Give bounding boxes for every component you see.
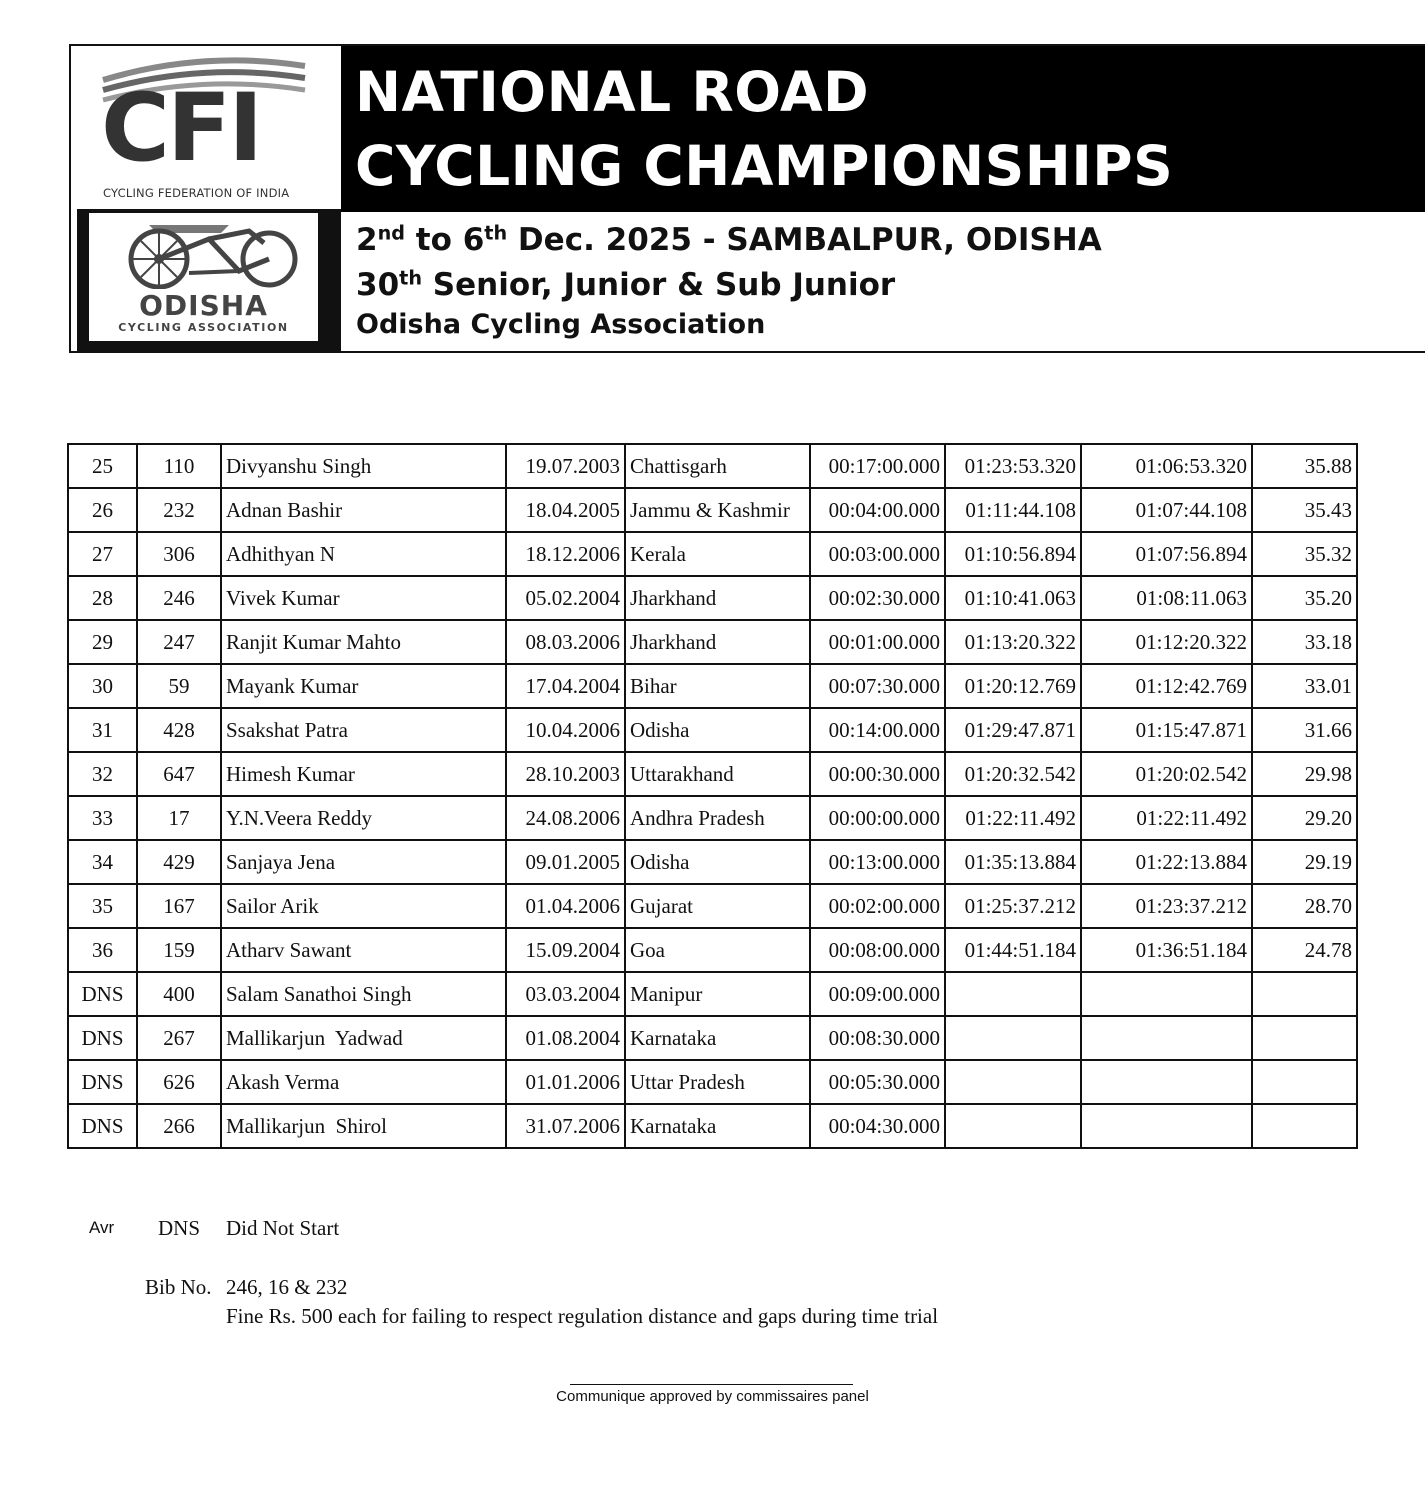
note-label: Bib No.: [145, 1275, 212, 1299]
team-cell: Andhra Pradesh: [625, 796, 810, 840]
event-title-line2: CYCLING CHAMPIONSHIPS: [355, 134, 1174, 198]
signature-caption: Communique approved by commissaires panel: [556, 1388, 869, 1405]
rider-name-cell: Mayank Kumar: [221, 664, 506, 708]
avg-speed-cell: 29.19: [1252, 840, 1357, 884]
race-time-cell: 01:36:51.184: [1081, 928, 1252, 972]
finish-time-cell: 01:23:53.320: [945, 444, 1081, 488]
bib-cell: 429: [137, 840, 221, 884]
avg-speed-cell: 29.20: [1252, 796, 1357, 840]
table-row: [68, 884, 1357, 928]
avg-speed-cell: 35.88: [1252, 444, 1357, 488]
oca-logo-frame: [77, 209, 343, 353]
team-cell: Chattisgarh: [625, 444, 810, 488]
start-time-cell: 00:00:30.000: [810, 752, 945, 796]
oca-logo: [89, 213, 318, 341]
event-edition: 30th Senior, Junior & Sub Junior: [356, 266, 896, 303]
avg-speed-cell: [1252, 972, 1357, 1016]
rank-cell: DNS: [68, 1016, 137, 1060]
rider-name-cell: Vivek Kumar: [221, 576, 506, 620]
rider-name-cell: Ranjit Kumar Mahto: [221, 620, 506, 664]
oca-logo-caption: CYCLING ASSOCIATION: [118, 321, 289, 334]
bib-cell: 247: [137, 620, 221, 664]
rank-cell: DNS: [68, 1104, 137, 1148]
table-row: [68, 752, 1357, 796]
race-time-cell: 01:07:56.894: [1081, 532, 1252, 576]
results-table: [67, 443, 1358, 1149]
dob-cell: 18.04.2005: [506, 488, 625, 532]
bib-cell: 167: [137, 884, 221, 928]
note-text: Fine Rs. 500 each for failing to respect regulation distance and gaps during time trial: [226, 1304, 939, 1328]
dob-cell: 28.10.2003: [506, 752, 625, 796]
dob-cell: 10.04.2006: [506, 708, 625, 752]
team-cell: Goa: [625, 928, 810, 972]
rider-name-cell: Mallikarjun Yadwad: [221, 1016, 506, 1060]
table-row: [68, 664, 1357, 708]
bib-cell: 59: [137, 664, 221, 708]
rider-name-cell: Adhithyan N: [221, 532, 506, 576]
dob-cell: 18.12.2006: [506, 532, 625, 576]
signature-line: [570, 1384, 853, 1385]
team-cell: Jharkhand: [625, 620, 810, 664]
rider-name-cell: Divyanshu Singh: [221, 444, 506, 488]
dob-cell: 15.09.2004: [506, 928, 625, 972]
rank-cell: 27: [68, 532, 137, 576]
avg-speed-cell: [1252, 1060, 1357, 1104]
rider-name-cell: Himesh Kumar: [221, 752, 506, 796]
finish-time-cell: [945, 1104, 1081, 1148]
finish-time-cell: 01:25:37.212: [945, 884, 1081, 928]
dob-cell: 08.03.2006: [506, 620, 625, 664]
race-time-cell: 01:23:37.212: [1081, 884, 1252, 928]
start-time-cell: 00:01:00.000: [810, 620, 945, 664]
table-row: [68, 928, 1357, 972]
bib-cell: 159: [137, 928, 221, 972]
table-row: [68, 1104, 1357, 1148]
dob-cell: 01.04.2006: [506, 884, 625, 928]
start-time-cell: 00:08:30.000: [810, 1016, 945, 1060]
avg-speed-cell: 33.01: [1252, 664, 1357, 708]
table-row: [68, 444, 1357, 488]
race-time-cell: [1081, 1104, 1252, 1148]
bicycle-icon: [89, 213, 318, 289]
finish-time-cell: 01:11:44.108: [945, 488, 1081, 532]
race-time-cell: [1081, 1016, 1252, 1060]
avg-speed-cell: 28.70: [1252, 884, 1357, 928]
finish-time-cell: 01:10:41.063: [945, 576, 1081, 620]
finish-time-cell: 01:35:13.884: [945, 840, 1081, 884]
finish-time-cell: 01:20:32.542: [945, 752, 1081, 796]
event-title-line1: NATIONAL ROAD: [355, 60, 870, 124]
rank-cell: 29: [68, 620, 137, 664]
dob-cell: 19.07.2003: [506, 444, 625, 488]
start-time-cell: 00:02:30.000: [810, 576, 945, 620]
oca-logo-name: ODISHA: [139, 289, 268, 322]
start-time-cell: 00:14:00.000: [810, 708, 945, 752]
results-table-body: [68, 444, 1357, 1148]
rider-name-cell: Sanjaya Jena: [221, 840, 506, 884]
race-time-cell: [1081, 1060, 1252, 1104]
rank-cell: DNS: [68, 972, 137, 1016]
race-time-cell: 01:08:11.063: [1081, 576, 1252, 620]
bib-cell: 267: [137, 1016, 221, 1060]
race-time-cell: 01:06:53.320: [1081, 444, 1252, 488]
event-header: [69, 44, 1425, 353]
team-cell: Karnataka: [625, 1104, 810, 1148]
race-time-cell: 01:07:44.108: [1081, 488, 1252, 532]
table-row: [68, 972, 1357, 1016]
rider-name-cell: Atharv Sawant: [221, 928, 506, 972]
team-cell: Uttarakhand: [625, 752, 810, 796]
cfi-logo-letters: CFI: [101, 74, 261, 183]
rank-cell: 28: [68, 576, 137, 620]
bib-cell: 17: [137, 796, 221, 840]
avg-speed-cell: 35.20: [1252, 576, 1357, 620]
avg-speed-cell: 33.18: [1252, 620, 1357, 664]
rank-cell: 32: [68, 752, 137, 796]
bib-cell: 428: [137, 708, 221, 752]
dob-cell: 01.01.2006: [506, 1060, 625, 1104]
rider-name-cell: Ssakshat Patra: [221, 708, 506, 752]
avg-speed-cell: 24.78: [1252, 928, 1357, 972]
start-time-cell: 00:09:00.000: [810, 972, 945, 1016]
team-cell: Gujarat: [625, 884, 810, 928]
race-time-cell: 01:15:47.871: [1081, 708, 1252, 752]
start-time-cell: 00:08:00.000: [810, 928, 945, 972]
team-cell: Jharkhand: [625, 576, 810, 620]
title-band: [341, 46, 1425, 212]
rank-cell: 26: [68, 488, 137, 532]
team-cell: Odisha: [625, 840, 810, 884]
finish-time-cell: 01:10:56.894: [945, 532, 1081, 576]
rider-name-cell: Mallikarjun Shirol: [221, 1104, 506, 1148]
avg-speed-cell: 31.66: [1252, 708, 1357, 752]
rider-name-cell: Sailor Arik: [221, 884, 506, 928]
rank-cell: 34: [68, 840, 137, 884]
avg-speed-cell: [1252, 1016, 1357, 1060]
rank-cell: 36: [68, 928, 137, 972]
table-row: [68, 796, 1357, 840]
race-time-cell: 01:20:02.542: [1081, 752, 1252, 796]
rider-name-cell: Adnan Bashir: [221, 488, 506, 532]
rank-cell: 30: [68, 664, 137, 708]
race-time-cell: 01:22:13.884: [1081, 840, 1252, 884]
bib-cell: 266: [137, 1104, 221, 1148]
avg-speed-cell: 29.98: [1252, 752, 1357, 796]
race-time-cell: 01:22:11.492: [1081, 796, 1252, 840]
start-time-cell: 00:17:00.000: [810, 444, 945, 488]
table-row: [68, 576, 1357, 620]
rank-cell: 35: [68, 884, 137, 928]
rider-name-cell: Akash Verma: [221, 1060, 506, 1104]
dob-cell: 17.04.2004: [506, 664, 625, 708]
team-cell: Uttar Pradesh: [625, 1060, 810, 1104]
bib-cell: 246: [137, 576, 221, 620]
dob-cell: 09.01.2005: [506, 840, 625, 884]
race-time-cell: [1081, 972, 1252, 1016]
dob-cell: 03.03.2004: [506, 972, 625, 1016]
team-cell: Jammu & Kashmir: [625, 488, 810, 532]
start-time-cell: 00:05:30.000: [810, 1060, 945, 1104]
note-bibs: 246, 16 & 232: [226, 1275, 348, 1299]
legend-meaning: Did Not Start: [226, 1216, 340, 1240]
finish-time-cell: 01:44:51.184: [945, 928, 1081, 972]
legend-code: DNS: [158, 1216, 201, 1240]
avg-speed-cell: 35.43: [1252, 488, 1357, 532]
start-time-cell: 00:02:00.000: [810, 884, 945, 928]
rank-cell: 33: [68, 796, 137, 840]
race-time-cell: 01:12:42.769: [1081, 664, 1252, 708]
team-cell: Kerala: [625, 532, 810, 576]
start-time-cell: 00:04:00.000: [810, 488, 945, 532]
cfi-logo-caption: CYCLING FEDERATION OF INDIA: [103, 186, 290, 200]
bib-cell: 400: [137, 972, 221, 1016]
table-row: [68, 708, 1357, 752]
subtitle-band: [341, 212, 1425, 351]
team-cell: Bihar: [625, 664, 810, 708]
bib-cell: 232: [137, 488, 221, 532]
team-cell: Karnataka: [625, 1016, 810, 1060]
finish-time-cell: [945, 972, 1081, 1016]
start-time-cell: 00:07:30.000: [810, 664, 945, 708]
table-row: [68, 488, 1357, 532]
dob-cell: 01.08.2004: [506, 1016, 625, 1060]
start-time-cell: 00:03:00.000: [810, 532, 945, 576]
finish-time-cell: 01:29:47.871: [945, 708, 1081, 752]
dob-cell: 05.02.2004: [506, 576, 625, 620]
rider-name-cell: Y.N.Veera Reddy: [221, 796, 506, 840]
start-time-cell: 00:00:00.000: [810, 796, 945, 840]
rider-name-cell: Salam Sanathoi Singh: [221, 972, 506, 1016]
table-row: [68, 1060, 1357, 1104]
dob-cell: 24.08.2006: [506, 796, 625, 840]
rank-cell: 25: [68, 444, 137, 488]
table-row: [68, 1016, 1357, 1060]
table-row: [68, 620, 1357, 664]
avg-speed-cell: 35.32: [1252, 532, 1357, 576]
bib-cell: 647: [137, 752, 221, 796]
start-time-cell: 00:04:30.000: [810, 1104, 945, 1148]
finish-time-cell: 01:22:11.492: [945, 796, 1081, 840]
bib-cell: 306: [137, 532, 221, 576]
finish-time-cell: 01:20:12.769: [945, 664, 1081, 708]
cfi-logo: [73, 48, 339, 208]
event-organizer: Odisha Cycling Association: [356, 309, 766, 340]
dob-cell: 31.07.2006: [506, 1104, 625, 1148]
avg-speed-cell: [1252, 1104, 1357, 1148]
team-cell: Manipur: [625, 972, 810, 1016]
start-time-cell: 00:13:00.000: [810, 840, 945, 884]
bib-cell: 110: [137, 444, 221, 488]
finish-time-cell: [945, 1016, 1081, 1060]
rank-cell: DNS: [68, 1060, 137, 1104]
team-cell: Odisha: [625, 708, 810, 752]
bib-cell: 626: [137, 1060, 221, 1104]
legend-abbreviation: Avr: [89, 1218, 115, 1237]
event-dates: 2nd to 6th Dec. 2025 - SAMBALPUR, ODISHA: [356, 221, 1102, 258]
finish-time-cell: 01:13:20.322: [945, 620, 1081, 664]
race-time-cell: 01:12:20.322: [1081, 620, 1252, 664]
table-row: [68, 840, 1357, 884]
rank-cell: 31: [68, 708, 137, 752]
finish-time-cell: [945, 1060, 1081, 1104]
table-row: [68, 532, 1357, 576]
